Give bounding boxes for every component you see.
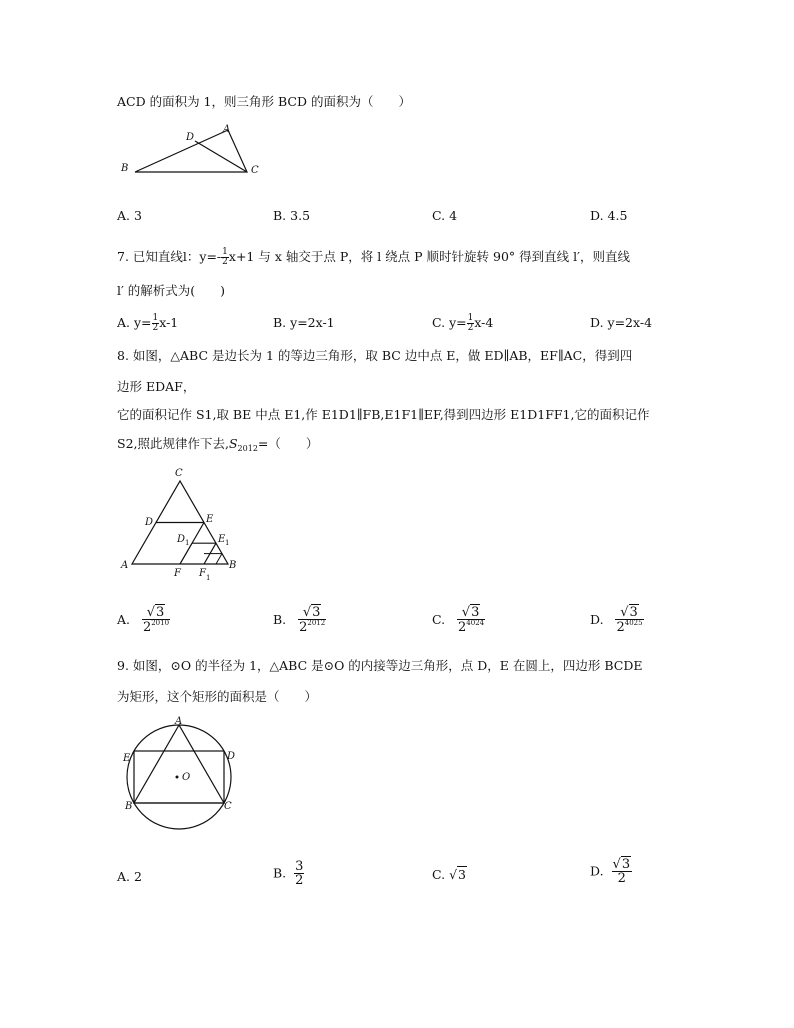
q6-option-d[interactable]: D. 4.5 [590,208,628,223]
q7-stem-line2: l′ 的解析式为( ) [117,283,226,298]
q8-label-e1: E [218,534,226,545]
q8-stem-line3: 它的面积记作 S1,取 BE 中点 E1,作 E1D1∥FB,E1F1∥EF,得到四边形 E1D1FF1,它的面积记作 [117,407,650,422]
q7-option-d[interactable]: D. y=2x-4 [590,315,653,330]
q9-label-o: O [182,772,191,783]
q9-label-e: E [123,753,131,764]
q9-label-a: A [175,716,183,727]
q9-label-c: C [224,801,232,812]
q7-option-c[interactable]: C. y= $\frac{1}{2}$ x-4 [432,313,494,333]
q8-label-f: F [174,568,181,579]
q7-option-b[interactable]: B. y=2x-1 [273,315,335,330]
q6-label-a: A [223,124,231,135]
q9-option-c[interactable]: C. √3 [432,867,466,882]
q9-label-d: D [227,751,236,762]
q8-label-c: C [175,468,183,479]
q8-label-d: D [145,517,154,528]
q8-stem-line4: S2,照此规律作下去$,S_{2012}=$（ ） [117,436,319,453]
q8-label-e: E [206,514,214,525]
q8-label-a: A [121,560,129,571]
q8-label-d1-sub: 1 [185,539,190,547]
q9-option-d[interactable]: D. $\frac{√3}{2}$ [590,857,631,886]
q8-option-b[interactable]: B. $\frac{√3}{2^{2012}}$ [273,605,326,635]
q8-label-e1-sub: 1 [225,539,230,547]
q8-option-c[interactable]: C. $\frac{√3}{2^{4024}}$ [432,605,485,635]
q7-option-a[interactable]: A. y= $\frac{1}{2}$ x-1 [117,313,179,333]
q6-figure [115,120,275,180]
q8-figure [115,464,245,584]
q6-label-c: C [251,165,259,176]
q6-option-b[interactable]: B. 3.5 [273,208,311,223]
q8-stem-line1: 8. 如图，△ABC 是边长为 1 的等边三角形，取 BC 边中点 E，做 ED∥AB，EF∥AC，得到四 [117,348,633,363]
q9-option-b[interactable]: B. $\frac{3}{2}$ [273,859,304,888]
q8-label-f1: F [199,568,206,579]
q8-label-d1: D [177,534,186,545]
q8-label-f1-sub: 1 [206,574,211,582]
q8-option-d[interactable]: D. $\frac{√3}{2^{4025}}$ [590,605,643,635]
q9-label-b: B [125,801,133,812]
q8-label-b: B [229,560,237,571]
q9-stem-line2: 为矩形，这个矩形的面积是（ ） [117,689,318,704]
q6-option-a[interactable]: A. 3 [117,208,142,223]
q8-option-a[interactable]: A. $\frac{√3}{2^{2010}}$ [117,605,170,635]
q6-label-b: B [121,163,129,174]
q6-label-d: D [186,132,195,143]
q6-stem: ACD 的面积为 1，则三角形 BCD 的面积为（ ） [117,94,411,109]
q8-stem-line2: 边形 EDAF， [117,379,196,394]
q9-option-a[interactable]: A. 2 [117,869,142,884]
q7-stem-line1: 7. 已知直线l：y=- $\frac{1}{2}$ x+1 与 x 轴交于点 P，将 l 绕点 P 顺时针旋转 90° 得到直线 l′，则直线 [117,247,630,267]
q9-stem-line1: 9. 如图，⊙O 的半径为 1，△ABC 是⊙O 的内接等边三角形，点 D，E 在圆上，四边形 BCDE [117,658,643,673]
q6-option-c[interactable]: C. 4 [432,208,458,223]
q9-figure [115,712,245,837]
